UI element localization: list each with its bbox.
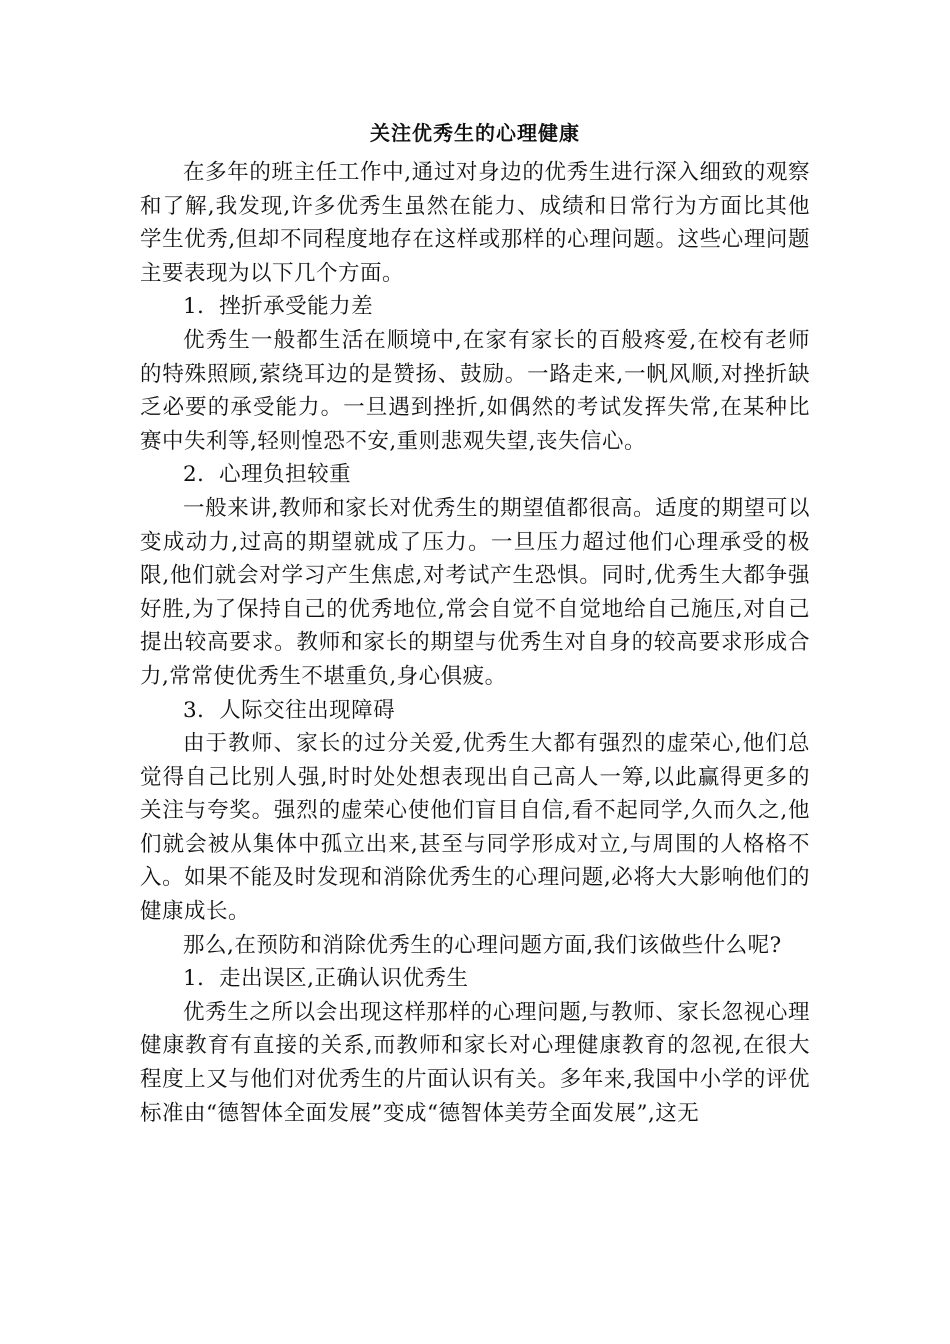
paragraph-transition: 那么,在预防和消除优秀生的心理问题方面,我们该做些什么呢? [183, 932, 782, 958]
paragraph-solution-1: 优秀生之所以会出现这样那样的心理问题,与教师、家长忽视心理健康教育有直接的关系,而教师和家长对心理健康教育的忽视,在很大程度上又与他们对优秀生的片面认识有关。多年来,我国中小学的评优标准由“德智体全面发展”变成“德智体美劳全面发展”,这无 [140, 999, 810, 1126]
document-body [140, 118, 810, 1130]
paragraph-problem-2: 一般来讲,教师和家长对优秀生的期望值都很高。适度的期望可以变成动力,过高的期望就成了压力。一旦压力超过他们心理承受的极限,他们就会对学习产生焦虑,对考试产生恐惧。同时,优秀生大都争强好胜,为了保持自己的优秀地位,常会自觉不自觉地给自己施压,对自己提出较高要求。教师和家长的期望与优秀生对自身的较高要求形成合力,常常使优秀生不堪重负,身心俱疲。 [140, 495, 810, 689]
paragraph-problem-1: 优秀生一般都生活在顺境中,在家有家长的百般疼爱,在校有老师的特殊照顾,萦绕耳边的是赞扬、鼓励。一路走来,一帆风顺,对挫折缺乏必要的承受能力。一旦遇到挫折,如偶然的考试发挥失常,在某种比赛中失利等,轻则惶恐不安,重则悲观失望,丧失信心。 [140, 327, 810, 454]
heading-problem-1: 1．挫折承受能力差 [183, 294, 374, 320]
heading-solution-1: 1．走出误区,正确认识优秀生 [183, 966, 469, 992]
paragraph-intro: 在多年的班主任工作中,通过对身边的优秀生进行深入细致的观察和了解,我发现,许多优秀生虽然在能力、成绩和日常行为方面比其他学生优秀,但却不同程度地存在这样或那样的心理问题。这些心理问题主要表现为以下几个方面。 [140, 160, 810, 286]
paragraph-problem-3: 由于教师、家长的过分关爱,优秀生大都有强烈的虚荣心,他们总觉得自己比别人强,时时处处想表现出自己高人一筹,以此赢得更多的关注与夸奖。强烈的虚荣心使他们盲目自信,看不起同学,久而久之,他们就会被从集体中孤立出来,甚至与同学形成对立,与周围的人格格不入。如果不能及时发现和消除优秀生的心理问题,必将大大影响他们的健康成长。 [140, 731, 810, 925]
heading-problem-2: 2．心理负担较重 [183, 462, 352, 488]
heading-problem-3: 3．人际交往出现障碍 [183, 697, 396, 723]
document-title: 关注优秀生的心理健康 [370, 121, 580, 145]
